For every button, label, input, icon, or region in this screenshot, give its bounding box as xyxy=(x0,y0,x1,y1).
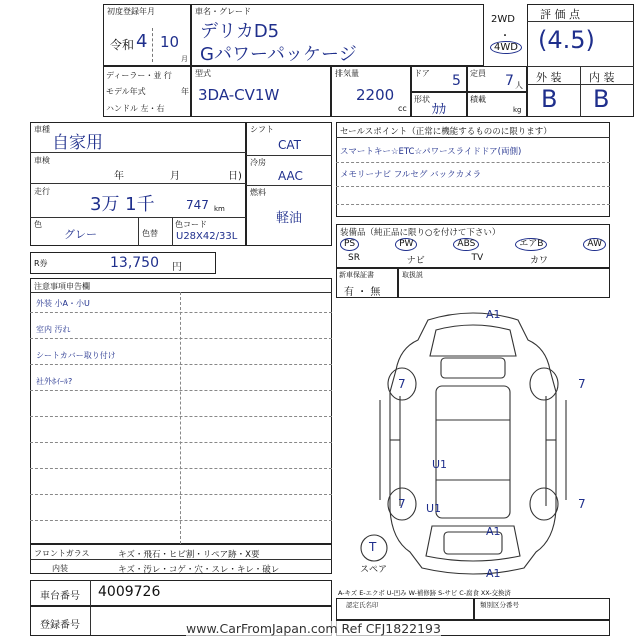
reg-year: 4 xyxy=(136,31,148,52)
exterior-label: 外 装 xyxy=(536,71,562,84)
front-glass-value: キズ・飛石・ヒビ割・リペア跡・X要 xyxy=(118,550,260,560)
door-label: ドア xyxy=(414,69,430,78)
sign-label-1: 認定氏名印 xyxy=(346,601,379,609)
spare-label: スペア xyxy=(360,565,388,575)
displacement-value: 2200 xyxy=(356,86,395,104)
equip-sr: SR xyxy=(348,253,360,263)
model-year-label: モデル年式 xyxy=(106,87,146,96)
sales-line1: スマートキー☆ETC☆パワースライドドア(両側) xyxy=(340,147,522,157)
fuel-label: 燃料 xyxy=(250,188,266,197)
inspection-day: 日) xyxy=(228,171,242,182)
shape-value: ｶｶ xyxy=(432,102,446,118)
color-code-label: 色コード xyxy=(175,220,207,229)
shift-label: シフト xyxy=(250,125,274,134)
interior-cond-label: 内装 xyxy=(52,564,68,573)
capacity-value: 7 xyxy=(505,73,514,89)
chassis-value: 4009726 xyxy=(98,584,161,600)
mark-fl-tire: 7 xyxy=(398,377,406,391)
first-reg-label: 初度登録年月 xyxy=(107,7,155,16)
interior-cond-value: キズ・汚レ・コゲ・穴・スレ・キレ・破レ xyxy=(118,565,280,575)
drive-dot: ・ xyxy=(500,31,510,42)
yen-unit: 円 xyxy=(172,262,182,273)
notes-rule xyxy=(30,364,332,365)
fuel-value: 軽油 xyxy=(276,211,303,226)
equip-airbag: エアB xyxy=(515,238,547,251)
model-name: デリカD5 xyxy=(200,21,280,42)
notes-rule xyxy=(30,338,332,339)
notes-rule xyxy=(30,468,332,469)
type-label: 型式 xyxy=(195,69,211,78)
mark-rear-a1: A1 xyxy=(486,525,501,538)
equip-ps: PS xyxy=(340,238,359,251)
reg-month: 10 xyxy=(160,33,180,51)
notes-rule xyxy=(30,442,332,443)
interior-label: 内 装 xyxy=(589,71,615,84)
warranty-label: 新車保証書 xyxy=(339,271,374,279)
inspection-year: 年 xyxy=(114,171,124,182)
mark-rr-tire: 7 xyxy=(578,497,586,511)
equip-aw: AW xyxy=(583,238,606,251)
cc-unit: cc xyxy=(398,104,407,113)
color-code-value: U28X42/33L xyxy=(176,231,238,242)
drive-2wd: 2WD xyxy=(491,14,515,25)
sales-line2: メモリーナビ フルセグ バックカメラ xyxy=(340,170,482,180)
inspection-month: 月 xyxy=(170,171,180,182)
watermark: www.CarFromJapan.com Ref CFJ1822193 xyxy=(186,621,441,636)
door-value: 5 xyxy=(452,73,461,89)
mark-front-a1: A1 xyxy=(486,308,501,321)
drive-4wd: 4WD xyxy=(490,41,522,54)
equip-abs: ABS xyxy=(453,238,479,251)
equip-tv: TV xyxy=(471,253,484,263)
mark-side-u1: U1 xyxy=(432,458,448,471)
notes-title: 注意事項申告欄 xyxy=(34,282,90,291)
equipment-title: 装備品（純正品に限り○を付けて下さい） xyxy=(340,228,501,238)
manual-box xyxy=(398,268,610,298)
equip-leather: カワ xyxy=(529,256,548,266)
score-value: (4.5) xyxy=(538,26,595,54)
damage-legend: A-キズ E-エクボ U-凹み W-補修跡 S-サビ C-腐食 XX-交換済 xyxy=(338,589,511,597)
ac-label: 冷房 xyxy=(250,158,266,167)
use-label: 車種 xyxy=(34,125,50,134)
manual-label: 取扱説 xyxy=(402,271,423,279)
color-label: 色 xyxy=(34,220,42,229)
notes-rule xyxy=(30,494,332,495)
mileage-label: 走行 xyxy=(34,187,50,196)
ac-value: AAC xyxy=(278,169,303,183)
capacity-label: 定員 xyxy=(470,69,486,78)
month-unit: 月 xyxy=(181,55,188,63)
km-unit: km xyxy=(214,205,225,213)
mark-rear-u1: U1 xyxy=(426,502,442,515)
recycle-value: 13,750 xyxy=(110,255,159,271)
score-label: 評 価 点 xyxy=(540,8,580,21)
note-line-3: 社外ﾎｲｰﾙ? xyxy=(36,377,73,386)
equipment-row2 xyxy=(348,253,548,266)
reg-label: 登録番号 xyxy=(40,620,80,631)
recycle-label: R券 xyxy=(34,259,48,268)
displacement-label: 排気量 xyxy=(335,69,359,78)
notes-rule xyxy=(30,312,332,313)
color-change-label: 色替 xyxy=(142,229,158,238)
chassis-label: 車台番号 xyxy=(40,591,80,602)
notes-rule xyxy=(30,520,332,521)
mark-bumper-a1: A1 xyxy=(486,567,501,580)
capacity-unit: 人 xyxy=(515,81,523,90)
car-diagram xyxy=(336,300,610,586)
warranty-value: 有 ・ 無 xyxy=(344,287,381,298)
equip-navi: ナビ xyxy=(406,256,425,266)
mark-rl-tire: 7 xyxy=(398,497,406,511)
year-unit: 年 xyxy=(181,87,189,96)
load-label: 積載 xyxy=(470,95,486,104)
kg-unit: kg xyxy=(513,106,522,114)
interior-grade: B xyxy=(593,85,610,113)
equipment-row1 xyxy=(340,238,606,251)
notes-box xyxy=(30,278,332,544)
mileage-sub: 747 xyxy=(186,198,209,212)
use-value: 自家用 xyxy=(52,133,103,153)
mileage-value: 3万 1千 xyxy=(90,194,155,215)
dealer-label: ディーラー・並 行 xyxy=(106,71,172,80)
notes-rule xyxy=(30,390,332,391)
type-value: 3DA-CV1W xyxy=(198,86,280,104)
sales-title: セールスポイント（正常に機能するもののに限ります） xyxy=(340,127,552,137)
inspection-label: 車検 xyxy=(34,156,50,165)
note-line-1: 室内 汚れ xyxy=(36,325,71,334)
shape-label: 形状 xyxy=(414,95,430,104)
mark-fr-tire: 7 xyxy=(578,377,586,391)
front-glass-label: フロントガラス xyxy=(34,549,90,558)
equip-pw: PW xyxy=(395,238,417,251)
spare-t: T xyxy=(369,540,377,554)
notes-rule xyxy=(30,416,332,417)
shift-value: CAT xyxy=(278,138,301,152)
note-line-0: 外装 小A・小U xyxy=(36,299,90,308)
handle-label: ハンドル 左・右 xyxy=(106,104,165,113)
grade: Gパワーパッケージ xyxy=(200,44,357,65)
sign-label-2: 類別区分番号 xyxy=(480,601,519,609)
color-value: グレー xyxy=(64,228,97,241)
note-line-2: シートカバー取り付け xyxy=(36,351,116,360)
model-grade-label: 車名・グレード xyxy=(195,7,251,16)
exterior-grade: B xyxy=(541,85,558,113)
era: 令和 xyxy=(110,38,135,52)
notes-divider xyxy=(180,292,181,544)
